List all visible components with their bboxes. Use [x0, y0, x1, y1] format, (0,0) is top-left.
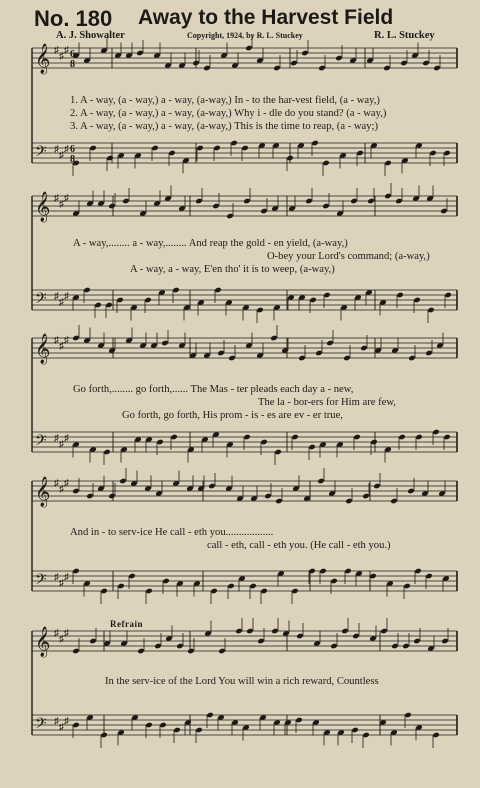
sharp-sign: ♯: [59, 297, 64, 308]
hymn-number: No. 180: [34, 6, 113, 31]
sharp-sign: ♯: [64, 45, 69, 56]
sharp-sign: ♯: [64, 628, 69, 639]
sharp-sign: ♯: [54, 572, 59, 583]
bass-clef: 𝄢: [35, 143, 47, 164]
lyric-line: A - way,........ a - way,........ And reap the gold - en yield, (a-way,): [73, 238, 348, 249]
treble-clef: 𝄞: [35, 192, 51, 222]
sharp-sign: ♯: [54, 433, 59, 444]
bass-clef: 𝄢: [35, 432, 47, 453]
sharp-sign: ♯: [64, 433, 69, 444]
time-signature-top: 6: [70, 144, 75, 155]
sharp-sign: ♯: [54, 478, 59, 489]
sharp-sign: ♯: [59, 578, 64, 589]
hymn-title: Away to the Harvest Field: [138, 6, 394, 29]
lyric-line-verse-1: 1. A - way, (a - way,) a - way, (a-way,) In - to the har-vest field, (a - way,): [70, 95, 380, 106]
time-signature-top: 6: [70, 49, 75, 60]
sharp-sign: ♯: [59, 722, 64, 733]
sharp-sign: ♯: [64, 335, 69, 346]
time-signature-bottom: 8: [70, 59, 75, 70]
sharp-sign: ♯: [59, 51, 64, 62]
composer-credit: A. J. Showalter: [56, 30, 125, 41]
lyric-line: call - eth, call - eth you. (He call - eth you.): [207, 540, 391, 551]
sharp-sign: ♯: [54, 45, 59, 56]
treble-clef: 𝄞: [35, 477, 51, 507]
sharp-sign: ♯: [54, 291, 59, 302]
sharp-sign: ♯: [54, 144, 59, 155]
sharp-sign: ♯: [54, 628, 59, 639]
sharp-sign: ♯: [59, 199, 64, 210]
copyright-notice: Copyright, 1924, by R. L. Stuckey: [187, 31, 303, 40]
lyric-line-verse-3: 3. A - way, (a - way,) a - way, (a-way,) This is the time to reap, (a - way;): [70, 121, 378, 132]
lyric-line-refrain: In the serv-ice of the Lord You will win a rich reward, Countless: [105, 676, 379, 687]
sharp-sign: ♯: [64, 291, 69, 302]
sharp-sign: ♯: [59, 150, 64, 161]
sharp-sign: ♯: [64, 193, 69, 204]
sharp-sign: ♯: [59, 341, 64, 352]
bass-clef: 𝄢: [35, 571, 47, 592]
bass-clef: 𝄢: [35, 290, 47, 311]
treble-clef: 𝄞: [35, 44, 51, 74]
sharp-sign: ♯: [64, 716, 69, 727]
lyric-line: A - way, a - way, E'en tho' it is to weep, (a-way,): [130, 264, 335, 275]
lyric-line: Go forth, go forth, His prom - is - es are ev - er true,: [122, 410, 343, 421]
lyric-line: The la - bor-ers for Him are few,: [258, 397, 396, 408]
sharp-sign: ♯: [59, 634, 64, 645]
refrain-label: Refrain: [110, 619, 143, 629]
treble-clef: 𝄞: [35, 334, 51, 364]
lyric-line-verse-2: 2. A - way, (a - way,) a - way, (a-way,) Why i - dle do you stand? (a - way,): [70, 108, 387, 119]
time-signature-bottom: 8: [70, 154, 75, 165]
sharp-sign: ♯: [54, 335, 59, 346]
sharp-sign: ♯: [59, 484, 64, 495]
arranger-credit: R. L. Stuckey: [374, 30, 435, 41]
lyric-line: O-bey your Lord's command; (a-way,): [267, 251, 430, 262]
sharp-sign: ♯: [64, 572, 69, 583]
lyric-line: And in - to serv-ice He call - eth you..................: [70, 527, 274, 538]
sharp-sign: ♯: [54, 716, 59, 727]
lyric-line: Go forth,........ go forth,...... The Mas - ter pleads each day a - new,: [73, 384, 354, 395]
sharp-sign: ♯: [64, 144, 69, 155]
sharp-sign: ♯: [54, 193, 59, 204]
treble-clef: 𝄞: [35, 627, 51, 657]
bass-clef: 𝄢: [35, 715, 47, 736]
sharp-sign: ♯: [64, 478, 69, 489]
sharp-sign: ♯: [59, 439, 64, 450]
